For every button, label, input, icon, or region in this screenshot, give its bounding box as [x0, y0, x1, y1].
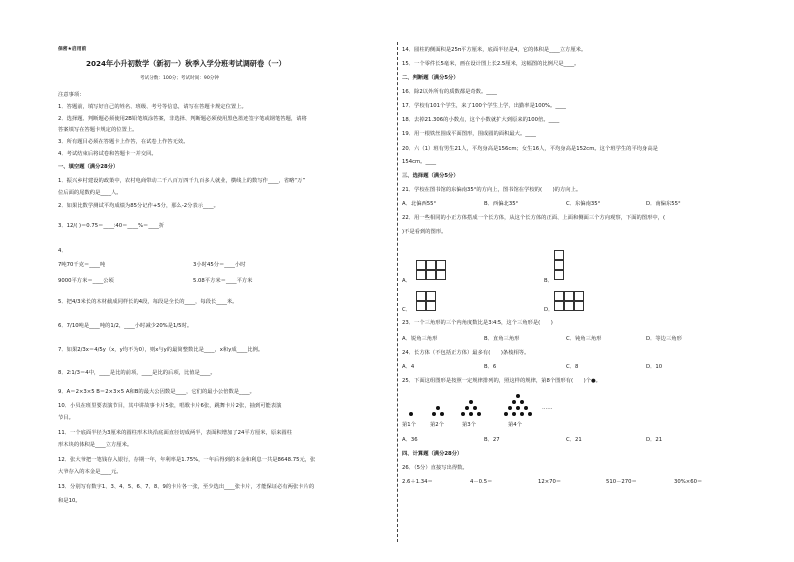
option: D．21 — [646, 437, 663, 443]
question-line: 22．用一些相同的小正方体搭成一个长方体，从这个长方体的正面、上面和侧面三个方向观察，下面的图形中，( — [402, 215, 666, 221]
question-line: 位后面的尾数约是____人。 — [58, 190, 122, 196]
judge-line: 18．去掉21.306的小数点，这个小数就扩大到原来的100倍。____ — [402, 117, 560, 123]
question-line: 15．一个零件长5毫米，画在设计图上长2.5厘米，这幅图的比例尺是____。 — [402, 61, 580, 67]
option: A．36 — [402, 437, 418, 443]
option: D．10 — [646, 364, 663, 370]
question-line: 24．长方体（不包括正方体）最多有( )条棱相等。 — [402, 350, 530, 356]
section1-heading: 一、填空题（满分28分） — [58, 164, 119, 170]
option: B．直角三角形 — [484, 336, 520, 342]
figure-label: 第1个 — [402, 422, 416, 428]
note-item: 4．考试结束后将试卷和答题卡一并交回。 — [58, 151, 157, 157]
question-line: 11．一个底面半径为3厘米的圆柱形木块沿底面直径切成两半，表面积增加了24平方厘米，原来圆柱 — [58, 430, 293, 436]
figure-a-grid — [416, 260, 446, 280]
section2-heading: 二、判断题（满分5分） — [402, 75, 459, 81]
section4-heading: 四、计算题（满分28分） — [402, 451, 463, 457]
judge-line: 20．六（1）班有男生21人，平均身高是156cm；女生16人，平均身高是152cm。这个班学生的平均身高是 — [402, 146, 658, 152]
option: C．东偏南35° — [566, 201, 601, 207]
question-line: )不是看到的图形。 — [402, 229, 447, 235]
figure-c-grid — [416, 291, 436, 311]
conversion-item: 3小时45分＝____小时 — [193, 262, 246, 268]
question-line: 大爷存入的本金是____元。 — [58, 469, 122, 475]
option: A．4 — [402, 364, 415, 370]
question-line: 13．分别写有数字1、3、4、5、6、7、8、9的卡片各一张，至少选出____张卡片，才能保证必有两张卡片的 — [58, 484, 315, 490]
note-item: 1．答题前，填写好自己的姓名、班级、考号等信息，请写在答题卡规定位置上。 — [58, 104, 247, 110]
calc-item: 4－0.5＝ — [470, 479, 493, 485]
judge-line: 19．用一根铁丝围成平面图形，围成圆的面积最大。____ — [402, 131, 536, 137]
judge-line: 154cm。____ — [402, 159, 437, 165]
question-line: 25．下面这组图形是按照一定规律排列的，照这样的规律，第8个图形有( )个●。 — [402, 378, 601, 384]
option: B．西偏北35° — [484, 201, 519, 207]
option-label: B． — [544, 278, 553, 284]
option: C．21 — [566, 437, 582, 443]
secret-label: 保密★启用前 — [58, 47, 87, 52]
option: C．8 — [566, 364, 579, 370]
column-divider — [397, 42, 398, 542]
note-item: 2．选择题、判断题必须使用2B铅笔填涂答案，非选择、判断题必须使用黑色墨迹签字笔或钢笔答题，请将 — [58, 116, 307, 122]
question-line: 2．如果比数学测试平均成绩为85分记作+5分，那么-2分表示____。 — [58, 203, 219, 209]
option: B．6 — [484, 364, 497, 370]
question-line: 10．小贝在班里要表演节目，其中讲故事卡片5张，唱歌卡片6张，跳舞卡片2张，抽到可能表演 — [58, 403, 282, 409]
ellipsis: …… — [542, 405, 553, 411]
question-line: 形木块的体积是____立方厘米。 — [58, 442, 133, 448]
question-line: 14．圆柱的侧面积是25π平方厘米，底面半径是4，它的体积是____立方厘米。 — [402, 47, 587, 53]
exam-meta: 考试分数：100分；考试时间：90分钟 — [140, 76, 219, 81]
question-line: 7．如果2/3x＝4/5y（x，y均不为0），则x与y的最简整数比是____，x和y成____比例。 — [58, 347, 264, 353]
question-line: 12．张大爷把一笔钱存入银行，存期一年，年利率是1.75%，一年后得到的本金和利息一共是8648.75元，张 — [58, 457, 316, 463]
option: D．南偏东55° — [646, 201, 681, 207]
option: C．钝角三角形 — [566, 336, 602, 342]
question-line: 节目。 — [58, 415, 74, 421]
dot-pattern — [402, 390, 562, 426]
question-line: 26．（5分）直接写出得数。 — [402, 465, 468, 471]
option: A．北偏西55° — [402, 201, 437, 207]
question-line: 6．7/10吨是____吨的1/2，____小时减少20%是1/5时。 — [58, 323, 193, 329]
question-line: 4． — [58, 248, 67, 254]
option: B．27 — [484, 437, 500, 443]
calc-item: 510－270＝ — [606, 479, 637, 485]
option-label: D． — [544, 307, 554, 313]
judge-line: 17．学校有101个学生，来了100个学生上学，出勤率是100%。____ — [402, 103, 566, 109]
question-line: 1．振兴乡村建设的政策中，农村电商带动二千八百万四千九百多人就业，横线上的数写作____，省略“万” — [58, 178, 306, 184]
conversion-item: 5.08平方米＝____平方米 — [193, 278, 253, 284]
option-label: A． — [402, 278, 411, 284]
calc-item: 12×70＝ — [538, 479, 562, 485]
option-label: C． — [402, 307, 411, 313]
option: D．等边三角形 — [646, 336, 682, 342]
conversion-item: 9000平方米＝____公顷 — [58, 278, 114, 284]
question-line: 23．一个三角形的三个内角度数比是3∶4∶5，这个三角形是( ) — [402, 320, 553, 326]
exam-title: 2024年小升初数学（新初一）秋季入学分班考试调研卷（一） — [86, 59, 286, 68]
judge-line: 16．除2以外所有的质数都是奇数。____ — [402, 89, 497, 95]
figure-label: 第3个 — [462, 422, 476, 428]
figure-label: 第4个 — [508, 422, 522, 428]
figure-label: 第2个 — [430, 422, 444, 428]
question-line: 8．2∶1/3＝4中，____是比的前项，____是比的后项，比值是____。 — [58, 370, 216, 376]
question-line: 和是10。 — [58, 498, 81, 504]
note-item: 3．所有题目必须在答题卡上作答，在试卷上作答无效。 — [58, 139, 189, 145]
question-line: 21．学校在图书馆的东偏南35°的方向上，图书馆在学校的( )的方向上。 — [402, 187, 582, 193]
calc-item: 2.6＋1.34＝ — [402, 479, 433, 485]
figure-d-grid — [554, 291, 584, 311]
section3-heading: 三、选择题（满分5分） — [402, 173, 459, 179]
option: A．锐角三角形 — [402, 336, 438, 342]
question-line: 9．A＝2×3×5 B＝2×3×5 A和B的最大公因数是____，它们的最小公倍数是____。 — [58, 389, 255, 395]
notes-heading: 注意事项： — [58, 92, 85, 98]
question-line: 5．把4/3米长的木材截成同样长的4段，每段是全长的____，每段长____米。 — [58, 299, 238, 305]
question-line: 3．12/( )＝0.75＝____∶40＝____%＝____折 — [58, 223, 165, 229]
figure-b-grid — [554, 250, 564, 280]
calc-item: 30%×60＝ — [674, 479, 703, 485]
conversion-item: 7吨70千克＝____吨 — [58, 262, 106, 268]
note-item: 答案填写在答题卡规定的位置上。 — [58, 127, 138, 133]
